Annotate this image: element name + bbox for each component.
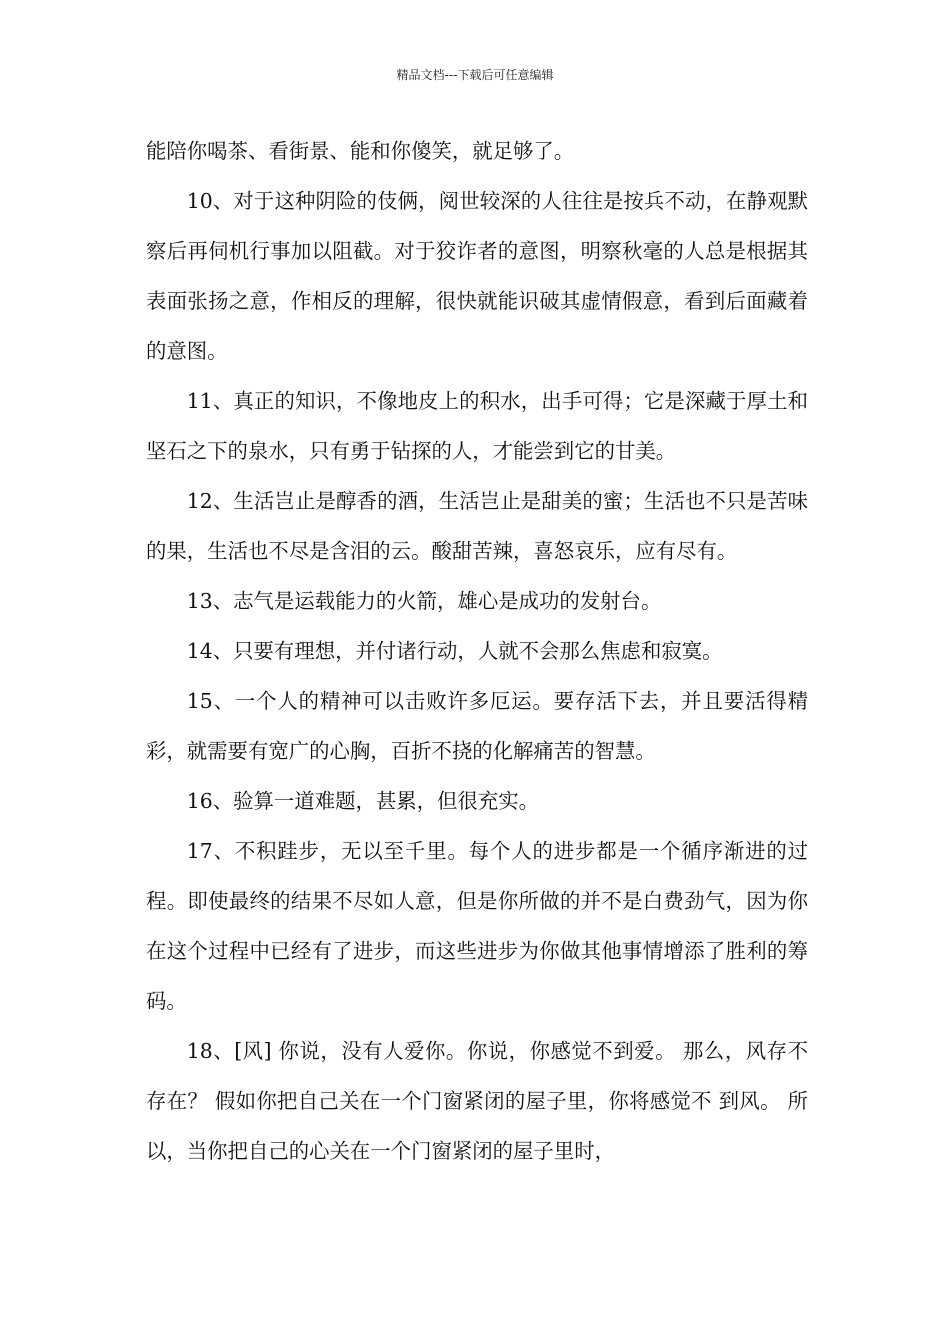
paragraph-15: 15、一个人的精神可以击败许多厄运。要存活下去，并且要活得精彩，就需要有宽广的心胸，百折不挠的化解痛苦的智慧。 xyxy=(146,689,808,763)
paragraph-18: 18、[风] 你说，没有人爱你。你说，你感觉不到爱。 那么，风存不存在？ 假如你把自己关在一个门窗紧闭的屋子里，你将感觉不 到风。 所以，当你把自己的心关在一个门窗紧闭的屋子里时， xyxy=(146,1039,808,1163)
document-body xyxy=(146,126,808,1176)
paragraph-16: 16、验算一道难题，甚累，但很充实。 xyxy=(186,789,539,813)
page-header: 精品文档---下载后可任意编辑 xyxy=(396,68,554,82)
paragraph-17: 17、不积跬步，无以至千里。每个人的进步都是一个循序渐进的过程。即使最终的结果不尽如人意，但是你所做的并不是白费劲气，因为你在这个过程中已经有了进步，而这些进步为你做其他事情增添了胜利的筹码。 xyxy=(146,839,808,1013)
paragraph-12: 12、生活岂止是醇香的酒，生活岂止是甜美的蜜；生活也不只是苦味的果，生活也不尽是含泪的云。酸甜苦辣，喜怒哀乐，应有尽有。 xyxy=(146,489,808,563)
paragraph-continuation: 能陪你喝茶、看街景、能和你傻笑，就足够了。 xyxy=(146,139,575,163)
paragraph-14: 14、只要有理想，并付诸行动，人就不会那么焦虑和寂寞。 xyxy=(186,639,723,663)
paragraph-10: 10、对于这种阴险的伎俩，阅世较深的人往往是按兵不动，在静观默察后再伺机行事加以阻截。对于狡诈者的意图，明察秋毫的人总是根据其表面张扬之意，作相反的理解，很快就能识破其虚情假意，看到后面藏着的意图。 xyxy=(146,189,808,363)
paragraph-13: 13、志气是运载能力的火箭，雄心是成功的发射台。 xyxy=(186,589,662,613)
paragraph-11: 11、真正的知识，不像地皮上的积水，出手可得；它是深藏于厚土和坚石之下的泉水，只有勇于钻探的人，才能尝到它的甘美。 xyxy=(146,389,808,463)
